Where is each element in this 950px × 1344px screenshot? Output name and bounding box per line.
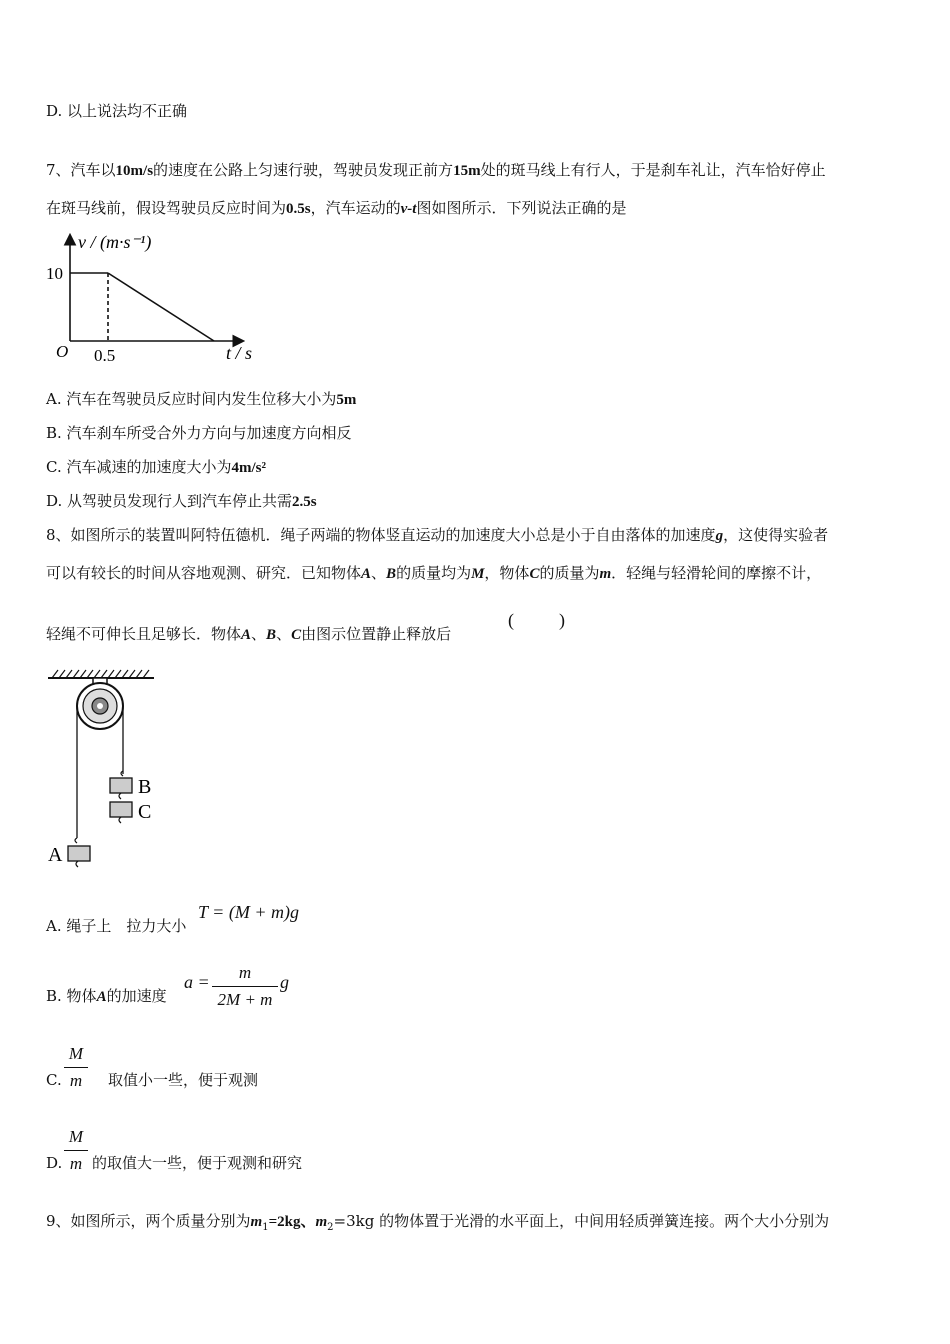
q8-g: g: [715, 528, 724, 544]
q7-option-a: [46, 389, 356, 410]
q7-reaction-time: 0.5s: [286, 201, 311, 217]
q7-stem-line2: [46, 198, 626, 219]
y-axis-label: v / (m·s⁻¹): [78, 232, 152, 252]
fraction-numerator: M: [68, 1127, 84, 1146]
q8-var: A: [361, 566, 372, 582]
q8-var: A: [96, 989, 107, 1005]
q7-option-c: [46, 457, 266, 478]
q7-vt-graph: [46, 226, 276, 372]
q9-m1-sub: 1: [262, 1222, 269, 1233]
q7-text: 处的斑马线上有行人，于是刹车礼让，汽车恰好停止: [480, 161, 826, 179]
q8-text: 、: [251, 625, 267, 643]
answer-parentheses: ( ): [508, 610, 565, 630]
q8-option-a: A. 绳子上 拉力大小: [46, 917, 187, 935]
q8-option-b-fraction: [212, 963, 278, 1010]
q8-option-b-text: 的加速度: [106, 987, 167, 1005]
fraction-numerator: M: [68, 1044, 84, 1063]
q8-text: 轻绳不可伸长且足够长．物体: [46, 625, 242, 643]
q8-text: ，这使得实验者: [723, 526, 829, 544]
q7-option-d-value: 2.5s: [292, 494, 317, 510]
q7-option-b: B. 汽车刹车所受合外力方向与加速度方向相反: [46, 424, 352, 442]
q7-option-a-value: 5m: [336, 392, 357, 408]
q8-text: 可以有较长的时间从容地观测、研究．已知物体: [46, 564, 362, 582]
label-c: C: [138, 801, 152, 823]
q6-option-d: D. 以上说法均不正确: [46, 102, 188, 120]
q8-option-a-formula: T = (M + m)g: [198, 902, 299, 922]
q9-text: 9、如图所示，两个质量分别为: [46, 1212, 251, 1230]
hook-c: [119, 793, 121, 799]
origin-label: O: [56, 342, 69, 361]
q7-option-a-text: A. 汽车在驾驶员反应时间内发生位移大小为: [46, 390, 337, 408]
fraction-denominator: m: [69, 1071, 83, 1090]
hook-c-bottom: [119, 817, 121, 823]
q8-var: C: [529, 566, 540, 582]
ceiling-hatching: [52, 670, 149, 678]
q8-text: ．轻绳与轻滑轮间的摩擦不计，: [611, 564, 822, 582]
q8-option-c-label: C.: [46, 1071, 62, 1089]
q9-text: =3kg 的物体置于光滑的水平面上，中间用轻质弹簧连接。两个大小分别为: [333, 1212, 830, 1230]
x-axis-label: t / s: [226, 343, 253, 363]
q8-text: 的质量为: [539, 564, 600, 582]
q8-var: B: [266, 627, 277, 643]
q8-stem-line1: [46, 525, 828, 546]
q7-text: 的速度在公路上匀速行驶，驾驶员发现正前方: [153, 161, 454, 179]
q7-option-c-value: 4m/s²: [231, 460, 266, 476]
fraction-denominator: m: [69, 1154, 83, 1173]
q9-m2-sub: 2: [327, 1222, 334, 1233]
q8-text: 、: [276, 625, 292, 643]
q8-var: M: [471, 566, 485, 582]
q9-m2: m: [315, 1214, 328, 1230]
q8-var: A: [241, 627, 252, 643]
q7-speed: 10m/s: [115, 163, 154, 179]
pulley-center: [97, 703, 103, 709]
q7-text: ，汽车运动的: [310, 199, 401, 217]
block-b: [110, 778, 132, 793]
q8-option-d-label: D.: [46, 1154, 63, 1172]
label-a: A: [48, 844, 63, 866]
q8-option-c-text: 取值小一些，便于观测: [108, 1071, 259, 1089]
hook-a: [75, 838, 77, 843]
q7-option-c-text: C. 汽车减速的加速度大小为: [46, 458, 232, 476]
q8-option-b-g: g: [280, 972, 289, 992]
q7-stem-line1: [46, 160, 826, 181]
deceleration-segment: [108, 273, 214, 341]
q7-text: 在斑马线前，假设驾驶员反应时间为: [46, 199, 287, 217]
label-b: B: [138, 776, 152, 798]
q8-var: C: [291, 627, 302, 643]
q7-vt: v-t: [400, 201, 417, 217]
q7-text: 图如图所示．下列说法正确的是: [416, 199, 627, 217]
q8-stem-line3: [46, 624, 451, 645]
block-a: [68, 846, 90, 861]
q8-var: m: [599, 566, 612, 582]
q8-text: 的质量均为: [396, 564, 472, 582]
q8-atwood-machine-diagram: [40, 665, 180, 875]
q8-var: B: [386, 566, 397, 582]
q9-text: =2kg、: [268, 1214, 316, 1230]
q7-distance: 15m: [453, 163, 481, 179]
q8-text: ，物体: [484, 564, 530, 582]
x-tick-0-5: 0.5: [94, 346, 116, 365]
q9-stem: [46, 1211, 829, 1238]
q8-stem-line2: [46, 563, 821, 584]
q9-m1: m: [250, 1214, 263, 1230]
q7-option-d-text: D. 从驾驶员发现行人到汽车停止共需: [46, 492, 293, 510]
fraction-numerator: m: [238, 963, 252, 982]
y-tick-10: 10: [46, 264, 63, 283]
q8-option-b-text: B. 物体: [46, 987, 97, 1005]
q7-option-d: [46, 491, 317, 512]
q8-option-b-lhs: a =: [184, 972, 210, 992]
q8-option-c-fraction: [64, 1044, 88, 1091]
q7-text: 7、汽车以: [46, 161, 116, 179]
fraction-denominator: 2M + m: [217, 990, 273, 1009]
hook-a-bottom: [76, 861, 78, 867]
block-c: [110, 802, 132, 817]
q8-text: 、: [371, 564, 387, 582]
q8-option-d-text: 的取值大一些，便于观测和研究: [92, 1154, 303, 1172]
q8-text: 8、如图所示的装置叫阿特伍德机．绳子两端的物体竖直运动的加速度大小总是小于自由落体的加速度: [46, 526, 716, 544]
q8-option-b: [46, 986, 167, 1007]
q8-text: 由图示位置静止释放后: [301, 625, 452, 643]
q8-option-d-fraction: [64, 1127, 88, 1174]
